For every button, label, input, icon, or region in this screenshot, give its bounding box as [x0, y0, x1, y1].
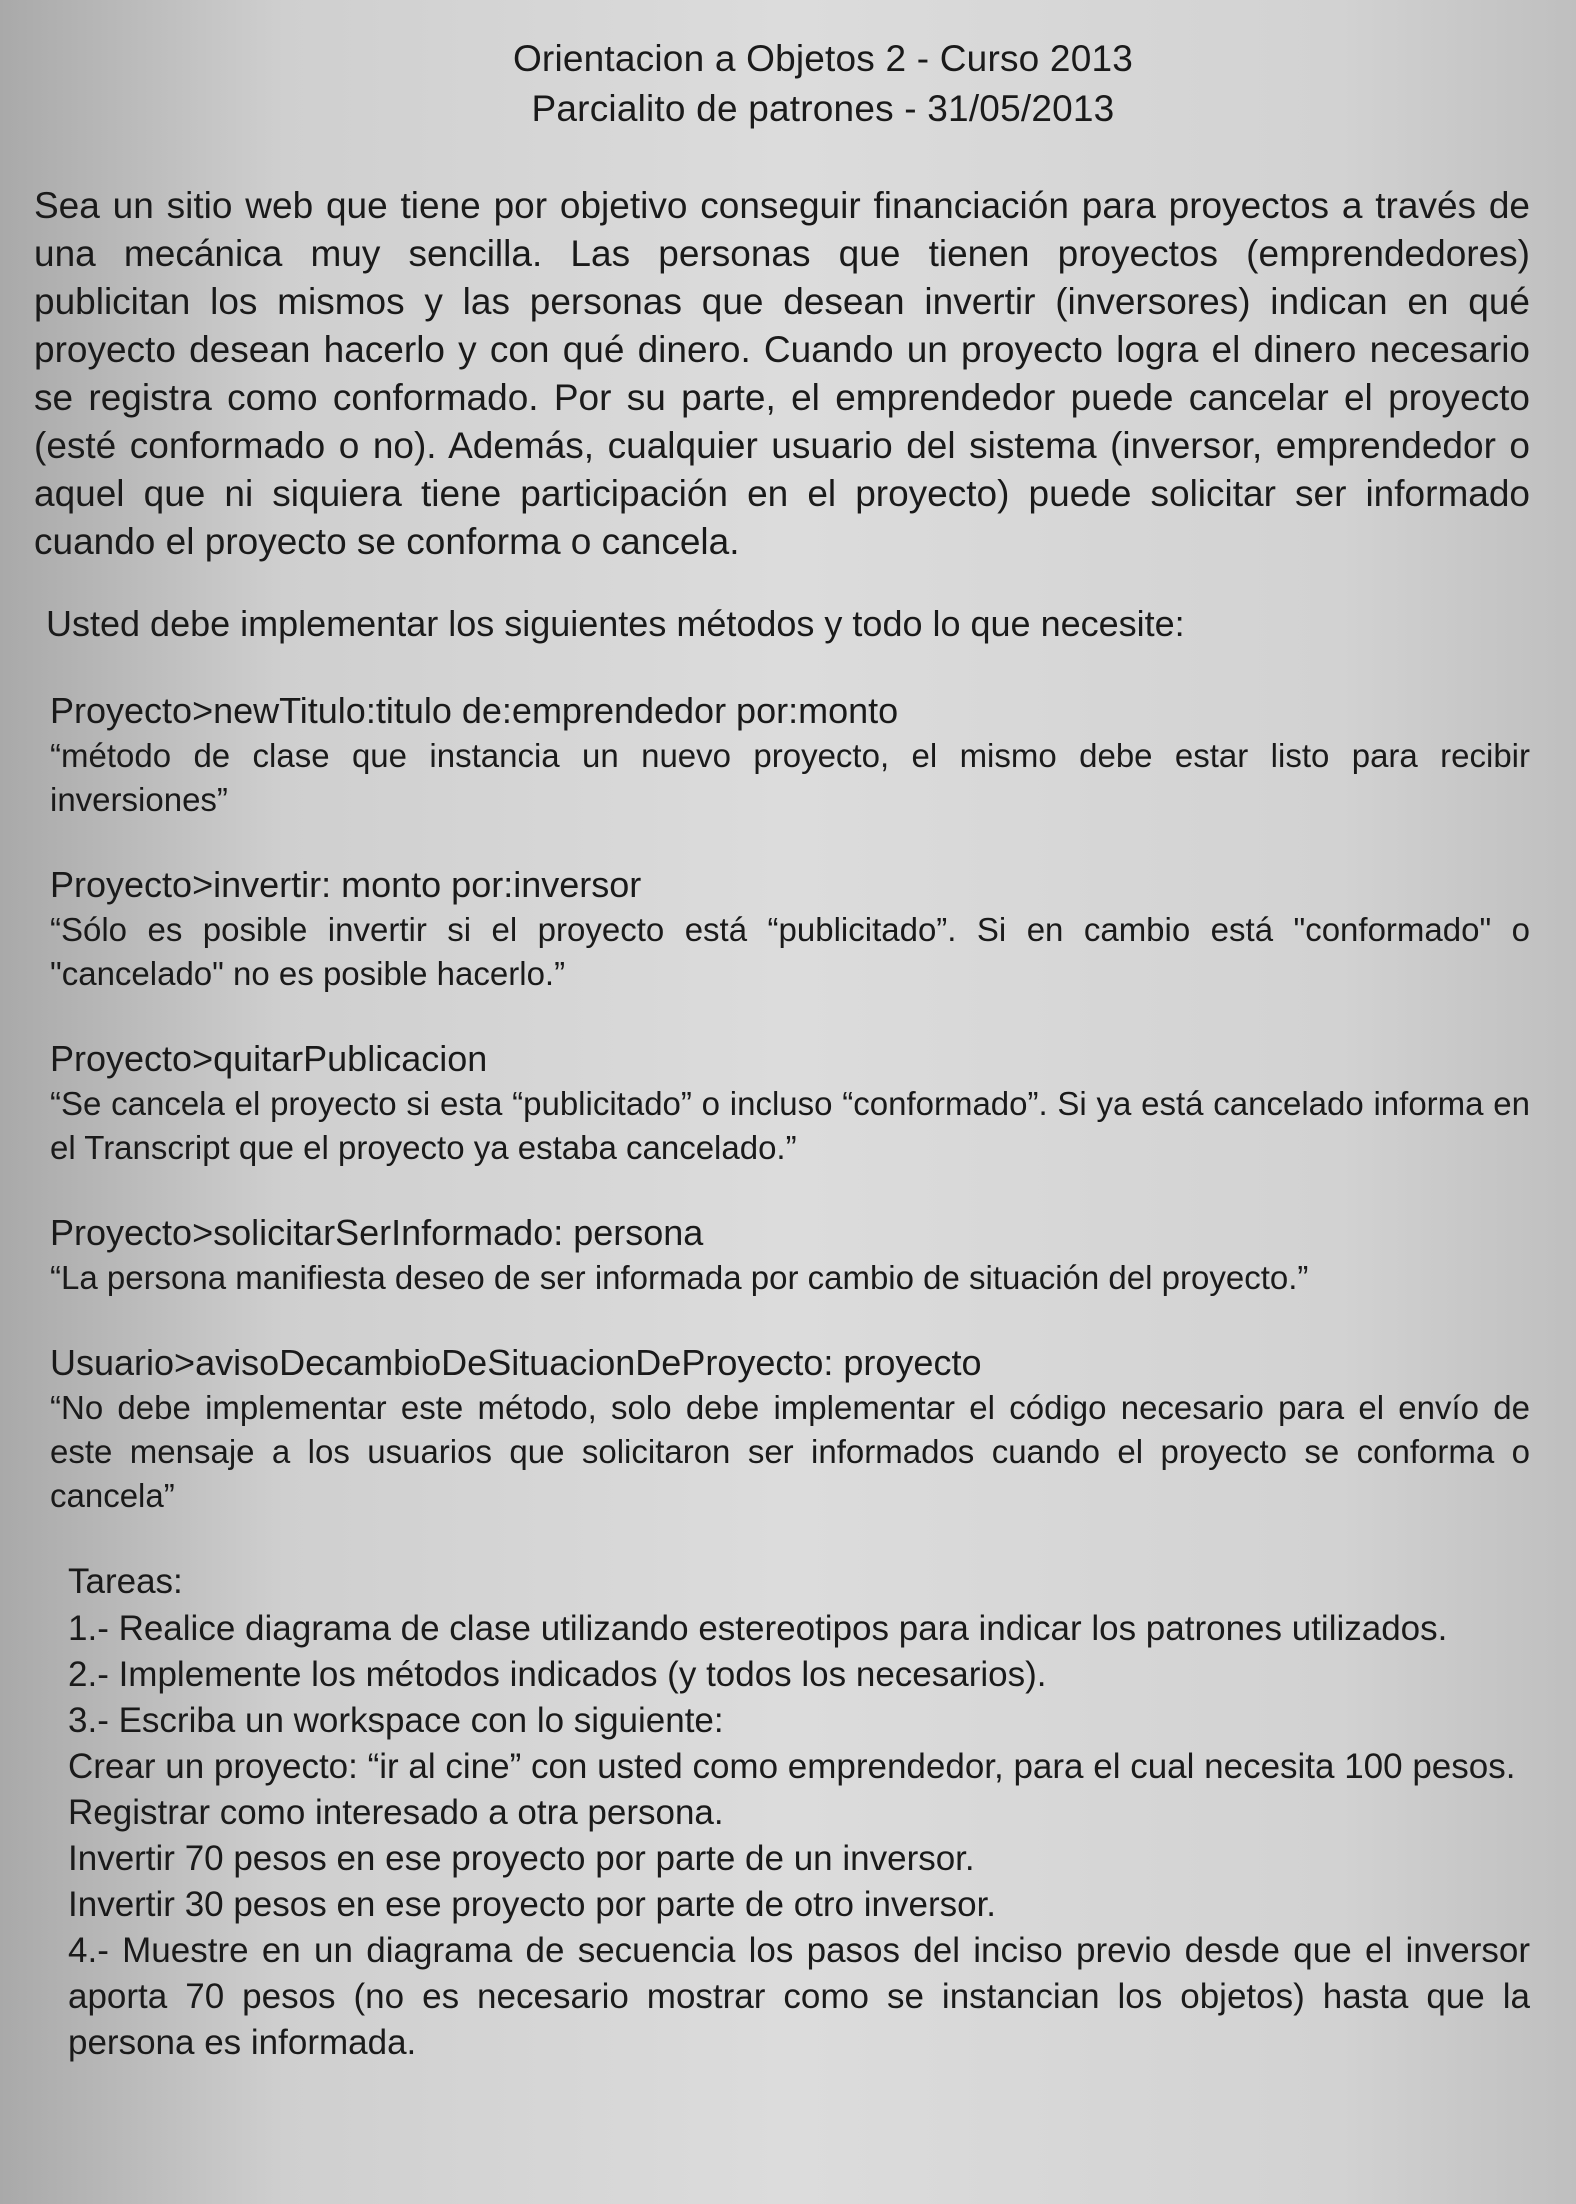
- task-subitem: Invertir 30 pesos en ese proyecto por parte de otro inversor.: [68, 1885, 997, 1924]
- task-subitem: Registrar como interesado a otra persona.: [68, 1793, 724, 1832]
- tasks-section: [68, 1558, 1530, 2066]
- intro-paragraph: Sea un sitio web que tiene por objetivo conseguir financiación para proyectos a través de una mecánica muy sencilla. Las personas que tienen proyectos (emprendedores) publicitan los mismos y las personas que desean invertir (inversores) indican en qué proyecto desean hacerlo y con qué dinero. Cuando un proyecto logra el dinero necesario se registra como conformado. Por su parte, el emprendedor puede cancelar el proyecto (esté conformado o no). Además, cualquier usuario del sistema (inversor, emprendedor o aquel que ni siquiera tiene participación en el proyecto) puede solicitar ser informado cuando el proyecto se conforma o cancela.: [34, 185, 1530, 562]
- method-block: [50, 688, 1530, 822]
- task-subitem: Invertir 70 pesos en ese proyecto por parte de un inversor.: [68, 1839, 975, 1878]
- method-signature: Usuario>avisoDecambioDeSituacionDeProyecto: proyecto: [50, 1342, 982, 1383]
- tasks-title: Tareas:: [68, 1562, 183, 1601]
- method-signature: Proyecto>solicitarSerInformado: persona: [50, 1212, 704, 1253]
- task-item: 2.- Implemente los métodos indicados (y todos los necesarios).: [68, 1655, 1047, 1694]
- method-description: “Se cancela el proyecto si esta “publicitado” o incluso “conformado”. Si ya está cancelado informa en el Transcript que el proyecto ya estaba cancelado.”: [50, 1085, 1530, 1166]
- task-item: 4.- Muestre en un diagrama de secuencia los pasos del inciso previo desde que el inversor aporta 70 pesos (no es necesario mostrar como se instancian los objetos) hasta que la persona es informada.: [68, 1931, 1530, 2062]
- task-subitem: Crear un proyecto: “ir al cine” con usted como emprendedor, para el cual necesita 100 pesos.: [68, 1747, 1516, 1786]
- method-description: “La persona manifiesta deseo de ser informada por cambio de situación del proyecto.”: [50, 1259, 1309, 1296]
- method-description: “Sólo es posible invertir si el proyecto está “publicitado”. Si en cambio está "conformado" o "cancelado" no es posible hacerlo.”: [50, 911, 1530, 992]
- method-block: [50, 1036, 1530, 1170]
- document-title: Orientacion a Objetos 2 - Curso 2013: [512, 38, 1134, 79]
- method-block: [50, 1210, 1530, 1300]
- document-header: [34, 34, 1542, 134]
- method-signature: Proyecto>newTitulo:titulo de:emprendedor por:monto: [50, 690, 899, 731]
- instructions-prompt: Usted debe implementar los siguientes métodos y todo lo que necesite:: [46, 603, 1185, 644]
- task-item: 1.- Realice diagrama de clase utilizando estereotipos para indicar los patrones utilizados.: [68, 1609, 1448, 1648]
- method-signature: Proyecto>invertir: monto por:inversor: [50, 864, 642, 905]
- method-signature: Proyecto>quitarPublicacion: [50, 1038, 488, 1079]
- method-description: “No debe implementar este método, solo debe implementar el código necesario para el envío de este mensaje a los usuarios que solicitaron ser informados cuando el proyecto se conforma o cancela”: [50, 1389, 1530, 1514]
- method-block: [50, 1340, 1530, 1518]
- method-block: [50, 862, 1530, 996]
- method-description: “método de clase que instancia un nuevo proyecto, el mismo debe estar listo para recibir inversiones”: [50, 737, 1530, 818]
- task-item: 3.- Escriba un workspace con lo siguiente:: [68, 1701, 724, 1740]
- document-subtitle: Parcialito de patrones - 31/05/2013: [531, 88, 1115, 129]
